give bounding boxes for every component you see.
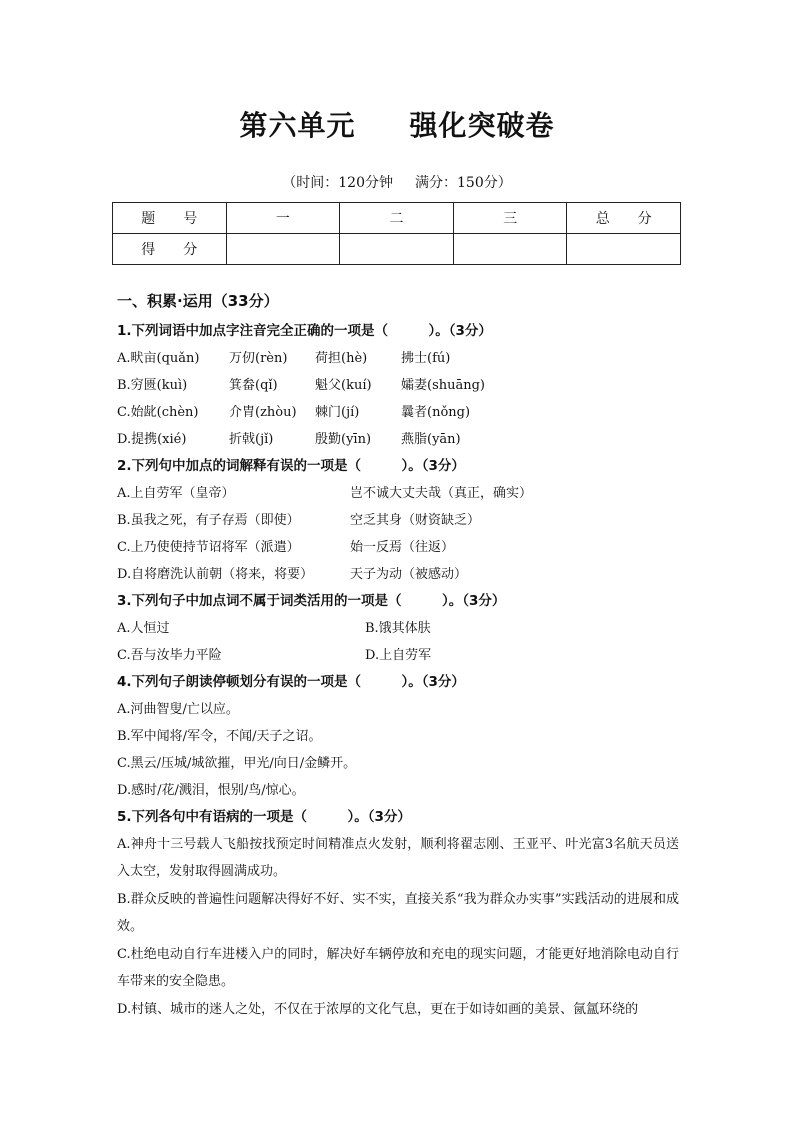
- option-item: 折戟(jǐ): [229, 432, 274, 447]
- question-stem: 3.下列句子中加点词不属于词类活用的一项是（ ）。（3分）: [117, 593, 506, 609]
- option-item: 空乏其身（财资缺乏）: [350, 513, 481, 528]
- option-item: B.军中闻将/军令，不闻/天子之诏。: [117, 729, 322, 744]
- option-item: 岂不诚大丈夫哉（真正，确实）: [350, 486, 533, 501]
- exam-time: （时间：120分钟: [282, 175, 393, 191]
- option-item: D.自将磨洗认前朝（将来，将要）: [117, 567, 314, 582]
- header-cell: 一: [226, 203, 340, 234]
- option-item: D.上自劳军: [365, 648, 432, 663]
- option-item: C.吾与汝毕力平险: [117, 648, 222, 663]
- option-item: C.杜绝电动自行车进楼入户的同时，解决好车辆停放和充电的现实问题，才能更好地消除电动自行车带来的安全隐患。: [117, 947, 679, 989]
- option-item: A.上自劳军（皇帝）: [117, 486, 235, 501]
- section-heading: 一、积累·运用（33分）: [117, 292, 279, 310]
- option-row: [117, 399, 679, 426]
- option-item: D.村镇、城市的迷人之处，不仅在于浓厚的文化气息，更在于如诗如画的美景、氤氲环绕的: [117, 1002, 639, 1017]
- option-item: A.人恒过: [117, 621, 170, 636]
- page-title: [0, 104, 794, 144]
- option-item: 魁父(kuí): [315, 378, 372, 393]
- title-unit: 第六单元: [239, 109, 356, 142]
- option-row: [117, 561, 679, 588]
- score-label-cell: 得 分: [113, 234, 227, 265]
- option-row: [117, 480, 679, 507]
- option-item: D.提携(xié): [117, 432, 187, 447]
- option-item: 始一反焉（往返）: [350, 540, 455, 555]
- option-item: 棘门(jí): [315, 405, 360, 420]
- question-stem: 5.下列各句中有语病的一项是（ ）。（3分）: [117, 809, 411, 825]
- option-item: 天子为动（被感动）: [350, 567, 468, 582]
- option-item: 拂士(fú): [401, 351, 451, 366]
- score-cell[interactable]: [340, 234, 454, 265]
- option-item: A.畎亩(quǎn): [117, 351, 200, 366]
- option-item: B.虽我之死，有子存焉（即使）: [117, 513, 300, 528]
- questions: [117, 318, 679, 1024]
- option-item: A.神舟十三号载人飞船按找预定时间精准点火发射，顺利将翟志刚、王亚平、叶光富3名航天员送入太空，发射取得圆满成功。: [117, 837, 679, 879]
- option-item: 曩者(nǒng): [401, 405, 471, 420]
- option-item: B.穷匮(kuì): [117, 378, 188, 393]
- option-item: C.始龀(chèn): [117, 405, 199, 420]
- option-item: 孀妻(shuāng): [401, 378, 486, 393]
- option-item: C.上乃使使持节诏将军（派遣）: [117, 540, 300, 555]
- question-stem: 2.下列句中加点的词解释有误的一项是（ ）。（3分）: [117, 458, 465, 474]
- option-row: [117, 372, 679, 399]
- option-item: B.饿其体肤: [365, 621, 431, 636]
- option-item: A.河曲智叟/亡以应。: [117, 702, 239, 717]
- option-item: 万仞(rèn): [229, 351, 288, 366]
- option-item: C.黑云/压城/城欲摧，甲光/向日/金鳞开。: [117, 756, 357, 771]
- option-row: [117, 615, 679, 642]
- exam-info: [0, 172, 794, 192]
- score-table-score-row: [113, 234, 681, 265]
- score-cell[interactable]: [226, 234, 340, 265]
- option-item: 介胄(zhòu): [229, 405, 297, 420]
- option-item: 荷担(hè): [315, 351, 368, 366]
- header-cell: 总 分: [567, 203, 681, 234]
- option-item: 箕畚(qǐ): [229, 378, 278, 393]
- option-item: B.群众反映的普遍性问题解决得好不好、实不实，直接关系“我为群众办实事”实践活动的进展和成效。: [117, 892, 679, 934]
- header-cell: 题 号: [113, 203, 227, 234]
- option-item: D.感时/花/溅泪，恨别/鸟/惊心。: [117, 783, 305, 798]
- score-table-header-row: [113, 203, 681, 234]
- option-item: 燕脂(yān): [401, 432, 461, 447]
- title-name: 强化突破卷: [409, 109, 555, 142]
- option-row: [117, 345, 679, 372]
- option-row: [117, 507, 679, 534]
- option-item: 殷勤(yīn): [315, 432, 372, 447]
- option-row: [117, 426, 679, 453]
- score-table: [112, 202, 681, 265]
- question-stem: 1.下列词语中加点字注音完全正确的一项是（ ）。（3分）: [117, 323, 492, 339]
- option-row: [117, 642, 679, 669]
- header-cell: 三: [453, 203, 567, 234]
- score-cell[interactable]: [567, 234, 681, 265]
- question-stem: 4.下列句子朗读停顿划分有误的一项是（ ）。（3分）: [117, 674, 465, 690]
- score-cell[interactable]: [453, 234, 567, 265]
- option-row: [117, 534, 679, 561]
- exam-full-score: 满分：150分）: [415, 175, 512, 191]
- header-cell: 二: [340, 203, 454, 234]
